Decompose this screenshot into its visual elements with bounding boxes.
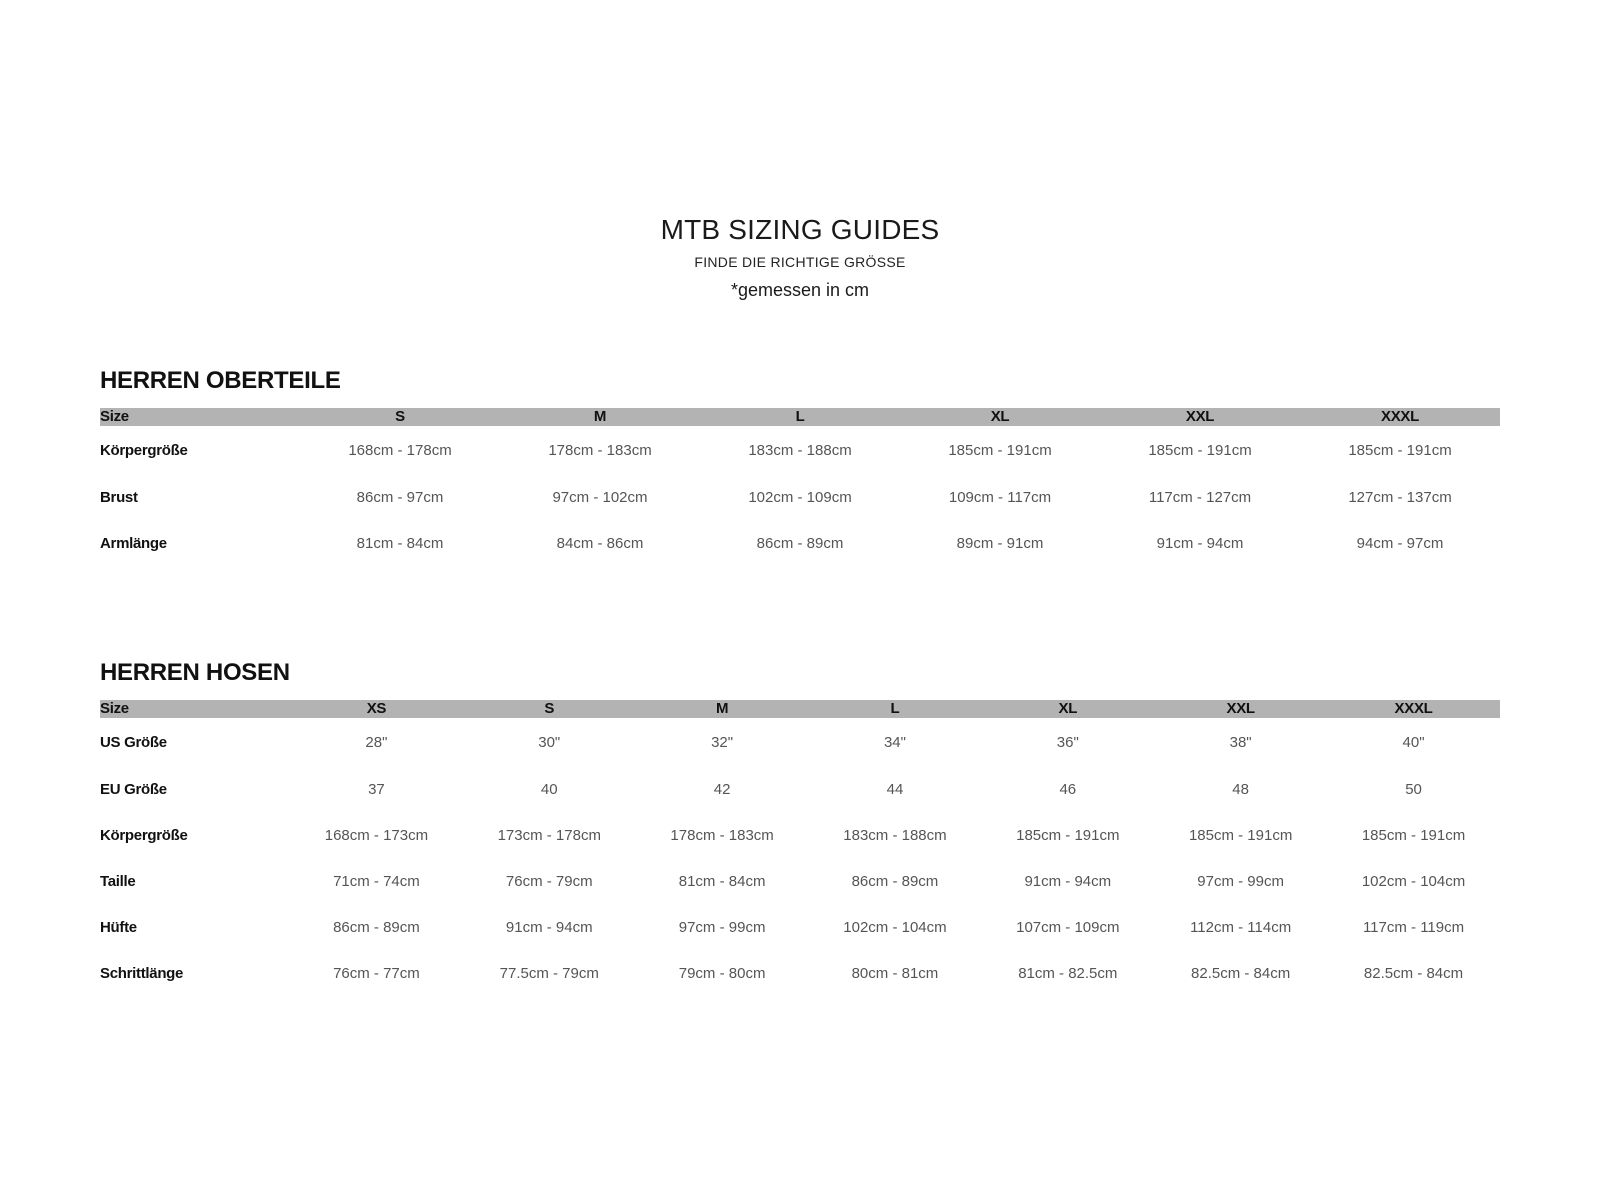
- table-cell: 71cm - 74cm: [333, 872, 420, 890]
- table-cell: 86cm - 89cm: [333, 918, 420, 936]
- table-row: [100, 718, 1500, 766]
- table-row: [100, 426, 1500, 474]
- table-cell: 30": [538, 733, 561, 751]
- table-cell: 50: [1405, 780, 1422, 798]
- table-cell: 117cm - 119cm: [1362, 918, 1465, 936]
- pants-section: [100, 658, 1500, 996]
- pants-size-s: S: [463, 700, 636, 718]
- table-cell: 173cm - 178cm: [497, 826, 601, 844]
- pants-size-label: Size: [100, 700, 290, 718]
- tops-header-row: [100, 408, 1500, 426]
- table-cell: 97cm - 99cm: [1197, 872, 1284, 890]
- table-cell: 91cm - 94cm: [1156, 534, 1244, 552]
- table-cell: 178cm - 183cm: [548, 441, 652, 459]
- table-row: [100, 950, 1500, 996]
- table-cell: 185cm - 191cm: [1348, 441, 1452, 459]
- table-cell: 185cm - 191cm: [1188, 826, 1293, 844]
- table-cell: 32": [711, 733, 734, 751]
- table-cell: 168cm - 178cm: [348, 441, 452, 459]
- table-cell: 44: [886, 780, 904, 798]
- table-cell: 38": [1229, 733, 1252, 751]
- row-label: Taille: [100, 872, 136, 890]
- table-cell: 76cm - 77cm: [333, 964, 420, 982]
- tops-size-label: Size: [100, 408, 300, 426]
- table-cell: 84cm - 86cm: [556, 534, 644, 552]
- page-subtitle: FINDE DIE RICHTIGE GRÖSSE: [694, 254, 906, 270]
- table-cell: 40": [1402, 733, 1425, 751]
- pants-size-xxl: XXL: [1154, 700, 1327, 718]
- table-row: [100, 520, 1500, 566]
- pants-size-m: M: [636, 700, 809, 718]
- table-cell: 185cm - 191cm: [1016, 826, 1120, 844]
- table-cell: 86cm - 89cm: [851, 872, 939, 890]
- table-row: [100, 812, 1500, 858]
- table-cell: 36": [1056, 733, 1079, 751]
- tops-size-xxxl: XXXL: [1300, 408, 1500, 426]
- table-cell: 86cm - 97cm: [356, 488, 444, 506]
- table-cell: 91cm - 94cm: [1024, 872, 1112, 890]
- table-cell: 168cm - 173cm: [324, 826, 429, 844]
- table-cell: 109cm - 117cm: [948, 488, 1052, 506]
- pants-size-xs: XS: [290, 700, 463, 718]
- tops-size-xxl: XXL: [1100, 408, 1300, 426]
- table-cell: 185cm - 191cm: [1361, 826, 1466, 844]
- table-cell: 183cm - 188cm: [748, 441, 852, 459]
- table-row: [100, 858, 1500, 904]
- pants-size-table: [100, 700, 1500, 996]
- tops-size-m: M: [500, 408, 700, 426]
- table-cell: 102cm - 104cm: [843, 918, 947, 936]
- measurement-note: *gemessen in cm: [730, 280, 870, 300]
- table-cell: 94cm - 97cm: [1356, 534, 1444, 552]
- table-cell: 81cm - 84cm: [678, 872, 766, 890]
- table-cell: 89cm - 91cm: [956, 534, 1044, 552]
- row-label: Schrittlänge: [100, 964, 184, 982]
- table-cell: 97cm - 102cm: [552, 488, 648, 506]
- table-cell: 178cm - 183cm: [670, 826, 774, 844]
- table-cell: 102cm - 109cm: [748, 488, 852, 506]
- table-cell: 81cm - 82.5cm: [1018, 964, 1118, 982]
- row-label: Brust: [100, 488, 138, 506]
- tops-size-xl: XL: [900, 408, 1100, 426]
- table-row: [100, 474, 1500, 520]
- tops-size-table: [100, 408, 1500, 566]
- table-cell: 82.5cm - 84cm: [1363, 964, 1464, 982]
- table-row: [100, 766, 1500, 812]
- pants-size-xl: XL: [981, 700, 1154, 718]
- pants-section-title: HERREN HOSEN: [100, 659, 290, 686]
- tops-size-l: L: [700, 408, 900, 426]
- row-label: EU Größe: [100, 780, 167, 798]
- table-cell: 42: [713, 780, 731, 798]
- table-cell: 81cm - 84cm: [356, 534, 444, 552]
- table-cell: 86cm - 89cm: [756, 534, 844, 552]
- row-label: Armlänge: [100, 534, 167, 552]
- table-cell: 40: [540, 780, 558, 798]
- pants-size-xxxl: XXXL: [1327, 700, 1500, 718]
- table-cell: 97cm - 99cm: [678, 918, 766, 936]
- table-cell: 34": [883, 733, 906, 751]
- page-title: MTB SIZING GUIDES: [660, 214, 940, 245]
- table-cell: 48: [1232, 780, 1249, 798]
- table-cell: 77.5cm - 79cm: [499, 964, 599, 982]
- table-cell: 183cm - 188cm: [843, 826, 947, 844]
- tops-section: [100, 366, 1500, 566]
- table-cell: 76cm - 79cm: [505, 872, 593, 890]
- table-cell: 82.5cm - 84cm: [1191, 964, 1291, 982]
- table-row: [100, 904, 1500, 950]
- row-label: Körpergröße: [100, 826, 188, 844]
- table-cell: 80cm - 81cm: [851, 964, 939, 982]
- row-label: Hüfte: [100, 918, 137, 936]
- table-cell: 185cm - 191cm: [948, 441, 1052, 459]
- table-cell: 37: [368, 780, 385, 798]
- table-cell: 185cm - 191cm: [1148, 441, 1252, 459]
- row-label: US Größe: [100, 733, 167, 751]
- table-cell: 127cm - 137cm: [1348, 488, 1452, 506]
- table-cell: 28": [365, 733, 388, 751]
- tops-section-title: HERREN OBERTEILE: [100, 367, 341, 394]
- table-cell: 46: [1059, 780, 1077, 798]
- pants-header-row: [100, 700, 1500, 718]
- table-cell: 112cm - 114cm: [1190, 918, 1292, 936]
- table-cell: 102cm - 104cm: [1361, 872, 1466, 890]
- pants-size-l: L: [809, 700, 982, 718]
- table-cell: 79cm - 80cm: [678, 964, 766, 982]
- row-label: Körpergröße: [100, 441, 188, 459]
- tops-size-s: S: [300, 408, 500, 426]
- table-cell: 107cm - 109cm: [1016, 918, 1120, 936]
- table-cell: 91cm - 94cm: [505, 918, 593, 936]
- table-cell: 117cm - 127cm: [1148, 488, 1252, 506]
